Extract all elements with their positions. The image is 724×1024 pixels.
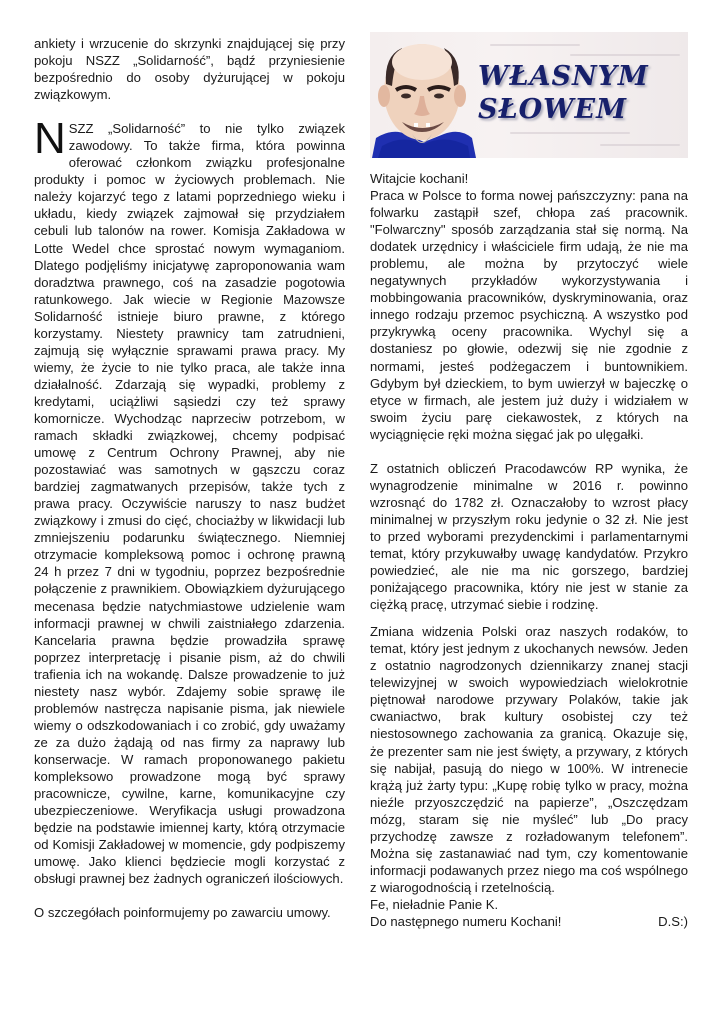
caricature-portrait-icon	[372, 34, 476, 158]
column-paragraph: Z ostatnich obliczeń Pracodawców RP wynika, że wynagrodzenie minimalne w 2016 r. powinno wzrosnąć do 1782 zł. Oznaczałoby to wzrost płacy minimalnej w przyszłym roku jedynie o 32 zł. Nie jest to przed wyborami prezydenckimi i parlamentarnymi temat, który przykuwałby uwagę kandydatów. Przykro powiedzieć, ale nie ma nic gorszego, bardziej poniżającego pracownika, który nie jest w stanie za ciężką pracę, utrzymać siebie i rodzinę.	[370, 460, 688, 613]
banner-title-line-2: SŁOWEM	[478, 94, 627, 125]
closing-paragraph: O szczegółach poinformujemy po zawarciu umowy.	[34, 905, 331, 921]
banner-title	[478, 60, 649, 126]
greeting: Witajcie kochani!	[370, 171, 469, 186]
banner-texture	[490, 44, 580, 46]
main-article-paragraph	[34, 114, 345, 887]
banner-texture	[600, 144, 680, 146]
banner-texture	[570, 54, 680, 56]
drop-cap: N	[34, 114, 66, 164]
left-column	[34, 35, 345, 921]
column-banner	[370, 32, 688, 158]
column-paragraph: Zmiana widzenia Polski oraz naszych rodaków, to temat, który jest jednym z ukochanych newsów. Jeden z ostatnio nagrodzonych dziennikarzy znanej stacji telewizyjnej w swoich wypowiedziach wielokrotnie piętnował narodowe przywary Polaków, takie jak cwaniactwo, brak kultury osobistej czy też niestosownego zachowania za granicą. Okazuje się, że prezenter sam nie jest święty, a przywary, z których się nabijał, pasują do niego w 100%. W intrenecie krążą już żarty typu: „Kupę robię tylko w pracy, można nieźle przyoszczędzić na papierze”, „Oszczędzam mózg, staram się nie myśleć” lub „Do pracy przychodzę zawsze z rozładowanym telefonem”. Można się zastanawiać nad tym, czy komentowanie informacji podawanych przez niego ma coś wspólnego z wiarogodnością i rzetelnością.	[370, 624, 688, 895]
signoff-line	[370, 913, 688, 930]
banner-texture	[510, 132, 630, 134]
intro-paragraph: ankiety i wrzucenie do skrzynki znajdującej się przy pokoju NSZZ „Solidarność”, bądź przyniesienie bezpośrednio do osoby dyżurującej w pokoju związkowym.	[34, 36, 345, 103]
right-column	[370, 170, 688, 930]
remark: Fe, nieładnie Panie K.	[370, 896, 499, 912]
column-paragraph: Praca w Polsce to forma nowej pańszczyzny: pana na folwarku zastąpił szef, chłopa zaś pracownik. "Folwarczny" sposób zarządzania stał się normą. Na dodatek urzędnicy i właściciele firm udają, że nie ma problemu, ale można by przytoczyć wiele negatywnych przykładów wykorzystywania i mobbingowania pracowników, dyskryminowania, oraz innego rodzaju przemoc psychiczną. A wszystko pod przykrywką oceny pracownika. Wychyl się a dostaniesz po głowie, odezwij się nie zgodnie z normami, jesteś podżegaczem i buntownikiem. Gdybym był dzieckiem, to bym uwierzył w bajeczkę o etyce w firmach, ale jestem już duży i widziałem w swoim życiu parę ciekawostek, z których na wyciągnięcie ręki można sięgać jak po ulęgałki.	[370, 188, 688, 442]
signature: D.S:)	[658, 913, 688, 929]
main-article-text: SZZ „Solidarność” to nie tylko związek zawodowy. To także firma, która powinna oferować członkom związku profesjonalne produkty i pomoc w życiowych problemach. Nie należy kojarzyć tego z latami poprzedniego wieku i układu, kiedy związek zajmował się przydziałem cebuli lub talonów na rower. Komisja Zakładowa w Lotte Wedel chce sprostać nowym wymaganiom. Dlatego podjęliśmy inicjatywę zaproponowania wam doradztwa prawnego, coś na zasadzie pogotowia ratunkowego. Jak wiecie w Regionie Mazowsze Solidarność istnieje biuro prawne, z którego korzystamy. Niestety prawnicy tam zatrudnieni, zajmują się wyłącznie sprawami prawa pracy. My wiemy, że życie to nie tylko praca, ale także inna działalność. Zdarzają się wypadki, problemy z kredytami, uciążliwi sąsiedzi czy też sprawy komornicze. Wychodząc naprzeciw potrzebom, w ramach składki związkowej, chcemy podpisać umowę z Centrum Ochrony Prawnej, aby nie pozostawiać was samotnych w gąszczu coraz bardziej zagmatwanych przepisów, także tych z prawa pracy. Oczywiście naruszy to nasz budżet związkowy i zmusi do cięć, chociażby w likwidacji lub zmniejszeniu podarunku świątecznego. Niemniej otrzymacie kompleksową pomoc i ochronę prawną 24 h przez 7 dni w tygodniu, poprzez bezpośrednie połączenie z prawnikiem. Obowiązkiem dyżurującego mecenasa będzie natychmiastowe udzielenie wam informacji prawnej w chwili zaistniałego zdarzenia. Kancelaria prawna będzie prowadziła sprawę poprzez interpretację i pisanie pism, aż do chwili trafienia ich na wokandę. Dalsze prowadzenie to już niestety nasz wybór. Zdajemy sobie sprawę ile problemów nastręcza napisanie pisma, jak niewiele wiemy o odszkodowaniach i co zrobić, gdy uważamy ze za dużo żądają od nas firmy za naprawy lub konserwacje. W ramach proponowanego pakietu kompleksowo prowadzone mogą być sprawy pracownicze, cywilne, karne, komunikacyjne czy ubezpieczeniowe. Weryfikacja usługi prowadzona będzie na podstawie imiennej karty, którą otrzymacie od Komisji Zakładowej w momencie, gdy podpiszemy umowę. Jako klienci będziecie mogli korzystać z obsługi prawnej bez żadnych ograniczeń ilościowych.	[34, 121, 345, 887]
signoff-text: Do następnego numeru Kochani!	[370, 913, 562, 929]
banner-title-line-1: WŁASNYM	[478, 61, 649, 92]
